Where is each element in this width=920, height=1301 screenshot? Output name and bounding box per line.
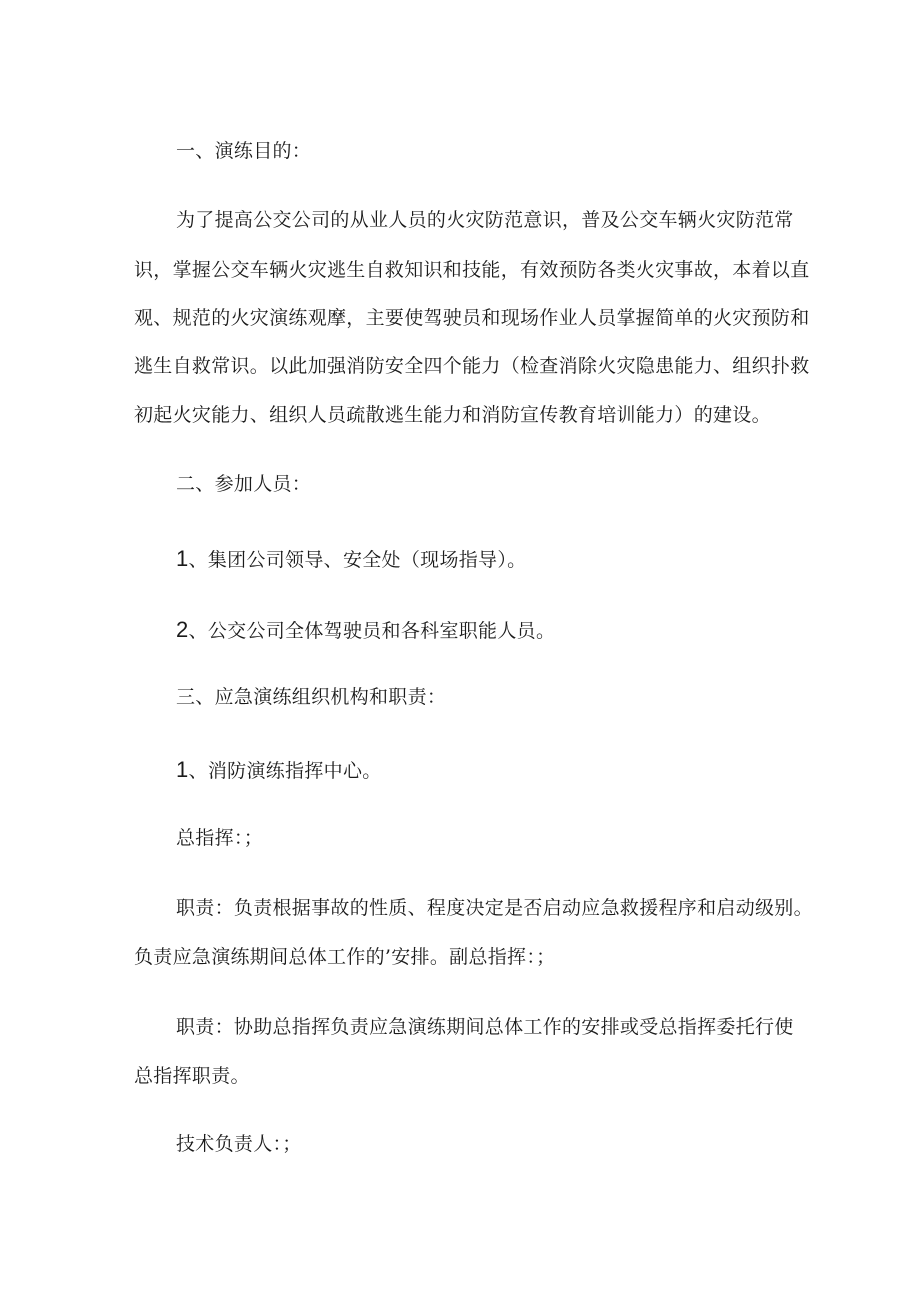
duty-line: 职责：负责根据事故的性质、程度决定是否启动应急救援程序和启动级别。 [176, 897, 813, 919]
duty-line: 总指挥职责。 [134, 1065, 250, 1087]
commander-line: 总指挥：； [176, 827, 264, 849]
participant-item [176, 547, 836, 572]
purpose-line: 识，掌握公交车辆火灾逃生自救知识和技能，有效预防各类火灾事故，本着以直 [134, 259, 810, 281]
purpose-line: 观、规范的火灾演练观摩，主要使驾驶员和现场作业人员掌握简单的火灾预防和 [134, 307, 810, 329]
org-item [176, 758, 836, 783]
participant-item [176, 618, 836, 643]
item-text: 、公交公司全体驾驶员和各科室职能人员。 [188, 620, 556, 642]
tech-lead-line: 技术负责人：； [176, 1133, 302, 1155]
purpose-line: 逃生自救常识。以此加强消防安全四个能力（检查消除火灾隐患能力、组织扑救 [134, 355, 810, 377]
item-number: 1 [176, 757, 189, 782]
section-heading-organization: 三、应急演练组织机构和职责： [176, 686, 447, 708]
duty-line: 职责：协助总指挥负责应急演练期间总体工作的安排或受总指挥委托行使 [176, 1016, 794, 1038]
purpose-line: 为了提高公交公司的从业人员的火灾防范意识，普及公交车辆火灾防范常 [176, 209, 794, 231]
duty-line: 负责应急演练期间总体工作的’安排。副总指挥：； [134, 946, 556, 968]
item-number: 1 [176, 546, 189, 571]
item-number: 2 [176, 617, 189, 642]
item-text: 、集团公司领导、安全处（现场指导）。 [188, 549, 527, 571]
item-text: 、消防演练指挥中心。 [188, 760, 382, 782]
section-heading-purpose: 一、演练目的： [176, 140, 312, 162]
purpose-line: 初起火灾能力、组织人员疏散逃生能力和消防宣传教育培训能力）的建设。 [134, 404, 771, 426]
section-heading-participants: 二、参加人员： [176, 473, 312, 495]
